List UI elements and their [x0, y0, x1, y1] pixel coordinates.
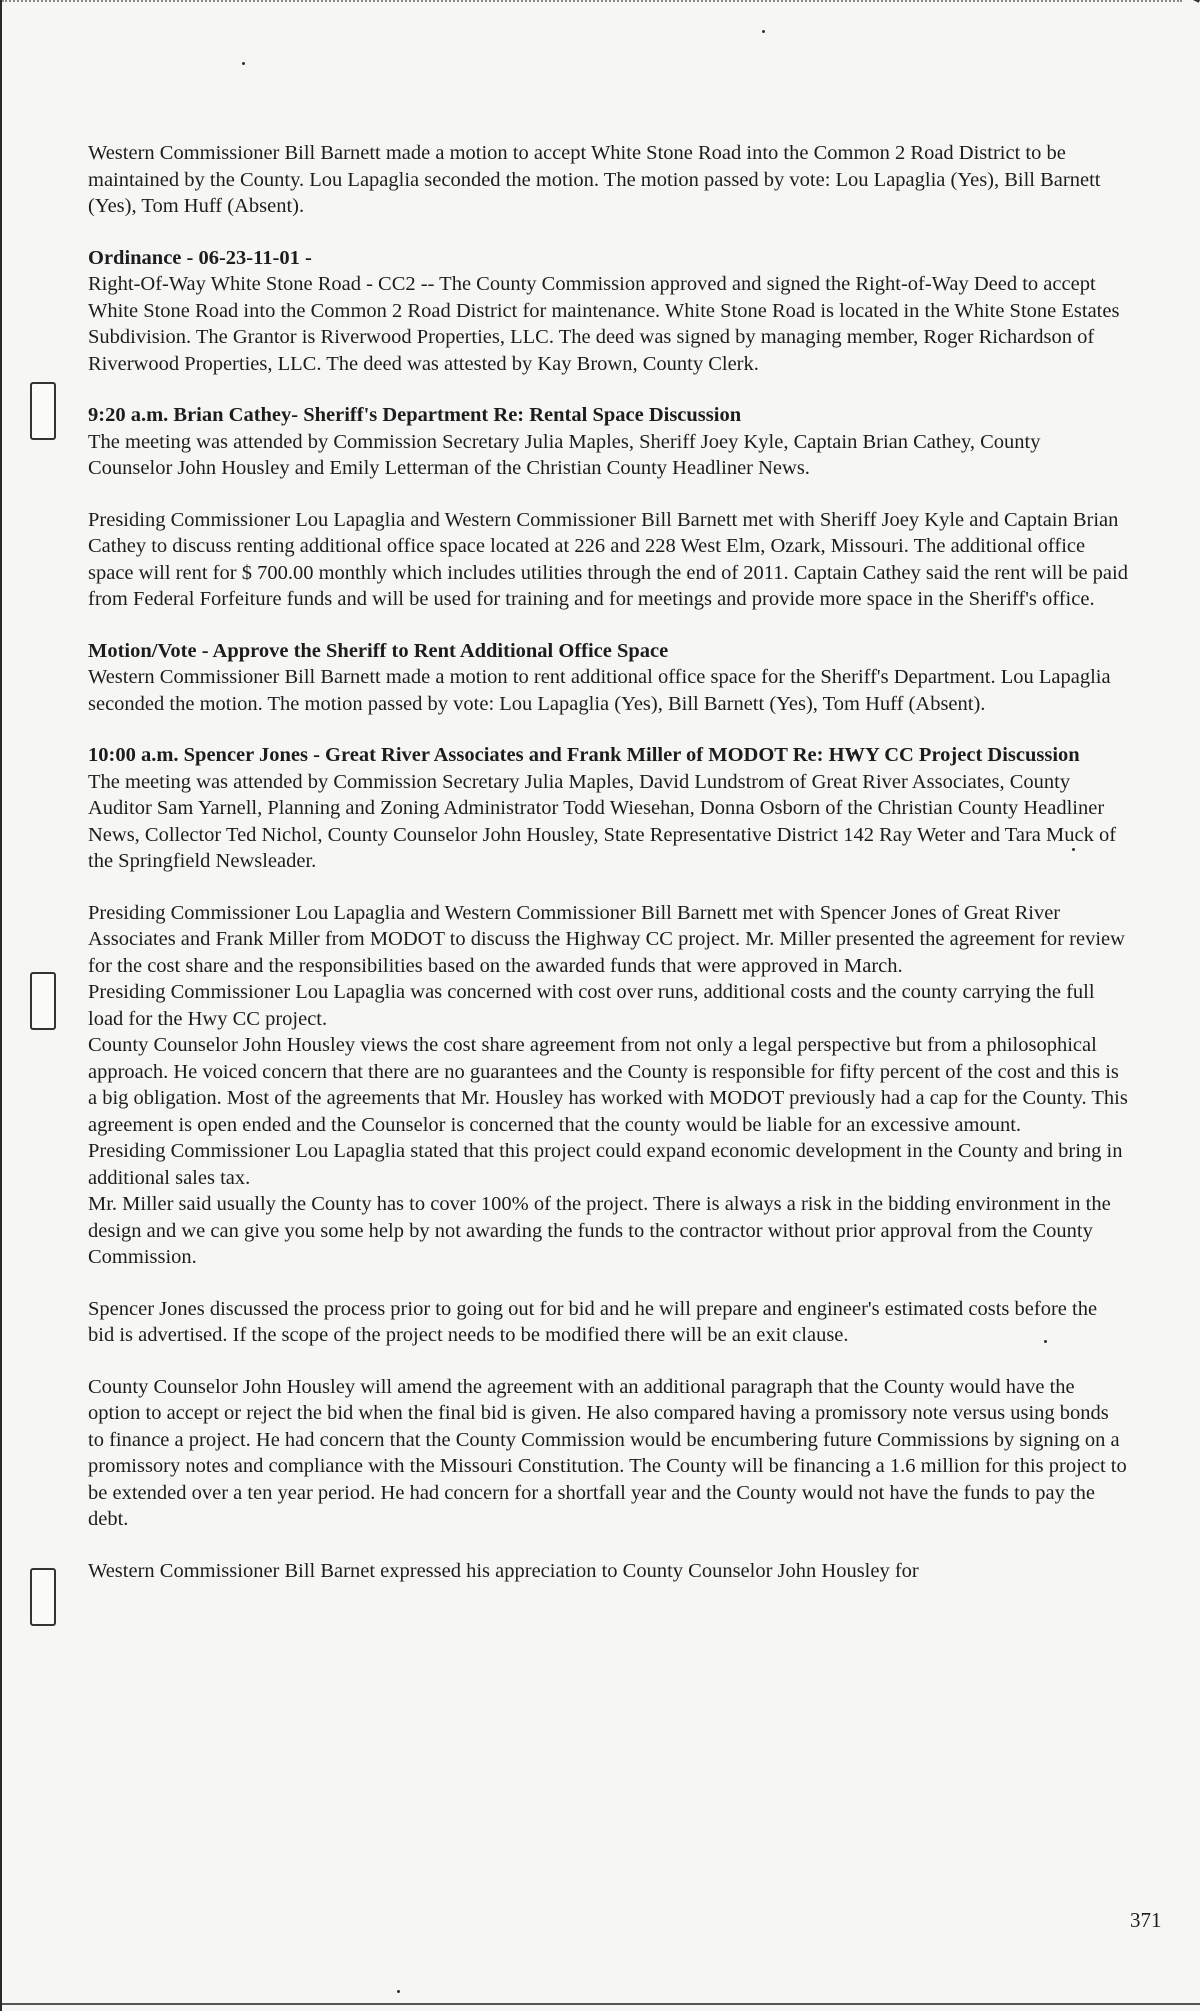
minutes-body	[88, 140, 1128, 1609]
paragraph	[88, 1374, 1128, 1533]
paragraph-text: Western Commissioner Bill Barnett made a motion to rent additional office space for the Sheriff's Department. Lou Lapaglia seconded the motion. The motion passed by vote: Lou Lapaglia (Yes), Bill Barnett (Yes), Tom Huff (Absent).	[88, 666, 1111, 715]
scan-bottom-edge	[2, 2003, 1200, 2005]
paragraph	[88, 979, 1128, 1032]
scan-speck	[397, 1990, 400, 1993]
section-heading: 9:20 a.m. Brian Cathey- Sheriff's Department Re: Rental Space Discussion	[88, 404, 742, 426]
paragraph-text: The meeting was attended by Commission Secretary Julia Maples, David Lundstrom of Great River Associates, County Auditor Sam Yarnell, Planning and Zoning Administrator Todd Wiesehan, Donna Osborn of the Christian County Headliner News, Collector Ted Nichol, County Counselor John Housley, State Representative District 142 Ray Weter and Tara Muck of the Springfield Newsleader.	[88, 770, 1117, 872]
paragraph-text: Right-Of-Way White Stone Road - CC2 -- The County Commission approved and signed the Right-of-Way Deed to accept White Stone Road into the Common 2 Road District for maintenance. White Stone Road is located in the White Stone Estates Subdivision. The Grantor is Riverwood Properties, LLC. The deed was signed by managing member, Roger Richardson of Riverwood Properties, LLC. The deed was attested by Kay Brown, County Clerk.	[88, 273, 1120, 375]
page-number: 371	[1130, 1908, 1162, 1932]
section-heading: Ordinance - 06-23-11-01 -	[88, 246, 312, 269]
paragraph	[88, 638, 1128, 718]
scan-corner-mark	[1158, 0, 1200, 19]
paragraph-text: Presiding Commissioner Lou Lapaglia and Western Commissioner Bill Barnett met with Sheriff Joey Kyle and Captain Brian Cathey to discuss renting additional office space located at 226 and 228 West Elm, Ozark, Missouri. The additional office space will rent for $ 700.00 monthly which includes utilities through the end of 2011. Captain Cathey said the rent will be paid from Federal Forfeiture funds and will be used for training and for meetings and provide more space in the Sheriff's office.	[88, 508, 1128, 610]
scan-speck	[762, 30, 765, 33]
paragraph-text: Presiding Commissioner Lou Lapaglia and Western Commissioner Bill Barnett met with Spencer Jones of Great River Associates and Frank Miller from MODOT to discuss the Highway CC project. Mr. Miller presented the agreement for review for the cost share and the responsibilities based on the awarded funds that were approved in March.	[88, 901, 1125, 977]
paragraph-text: Mr. Miller said usually the County has to cover 100% of the project. There is always a risk in the bidding environment in the design and we can give you some help by not awarding the funds to the contractor without prior approval from the County Commission.	[88, 1193, 1111, 1268]
paragraph	[88, 402, 1128, 482]
paragraph	[88, 1191, 1128, 1271]
paragraph-text: The meeting was attended by Commission Secretary Julia Maples, Sheriff Joey Kyle, Captain Brian Cathey, County Counselor John Housley and Emily Letterman of the Christian County Headliner News.	[88, 430, 1041, 479]
paragraph	[88, 900, 1128, 980]
binder-hole	[30, 382, 56, 440]
paragraph	[88, 245, 1128, 378]
scan-speck	[242, 62, 245, 65]
paragraph	[88, 742, 1128, 875]
paragraph	[88, 1138, 1128, 1191]
paragraph	[88, 1558, 1128, 1585]
paragraph-text: County Counselor John Housley views the cost share agreement from not only a legal perspective but from a philosophical approach. He voiced concern that there are no guarantees and the County is responsible for fifty percent of the cost and this is a big obligation. Most of the agreements that Mr. Housley has worked with MODOT previously had a cap for the County. This agreement is open ended and the Counselor is concerned that the county would be liable for an excessive amount.	[88, 1034, 1128, 1136]
paragraph	[88, 1296, 1128, 1349]
section-heading: Motion/Vote - Approve the Sheriff to Rent Additional Office Space	[88, 639, 669, 662]
paragraph-text: Western Commissioner Bill Barnett made a motion to accept White Stone Road into the Common 2 Road District to be maintained by the County. Lou Lapaglia seconded the motion. The motion passed by vote: Lou Lapaglia (Yes), Bill Barnett (Yes), Tom Huff (Absent).	[88, 142, 1101, 217]
binder-hole	[30, 1568, 56, 1626]
paragraph	[88, 507, 1128, 613]
paragraph-text: Western Commissioner Bill Barnet expressed his appreciation to County Counselor John Housley for	[88, 1559, 919, 1582]
scan-top-edge	[2, 0, 1182, 5]
paragraph-text: County Counselor John Housley will amend the agreement with an additional paragraph that the County would have the option to accept or reject the bid when the final bid is given. He also compared having a promissory note versus using bonds to finance a project. He had concern that the County Commission would be encumbering future Commissions by signing on a promissory notes and compliance with the Missouri Constitution. The County will be financing a 1.6 million for this project to be extended over a ten year period. He had concern for a shortfall year and the County would not have the funds to pay the debt.	[88, 1375, 1127, 1530]
paragraph	[88, 140, 1128, 220]
section-heading: 10:00 a.m. Spencer Jones - Great River Associates and Frank Miller of MODOT Re: HWY CC Project Discussion	[88, 744, 1080, 766]
paragraph-text: Spencer Jones discussed the process prior to going out for bid and he will prepare and engineer's estimated costs before the bid is advertised. If the scope of the project needs to be modified there will be an exit clause.	[88, 1297, 1098, 1346]
paragraph-text: Presiding Commissioner Lou Lapaglia was concerned with cost over runs, additional costs and the county carrying the full load for the Hwy CC project.	[88, 981, 1095, 1030]
paragraph-text: Presiding Commissioner Lou Lapaglia stated that this project could expand economic development in the County and bring in additional sales tax.	[88, 1140, 1123, 1189]
paragraph	[88, 1032, 1128, 1138]
binder-hole	[30, 972, 56, 1030]
